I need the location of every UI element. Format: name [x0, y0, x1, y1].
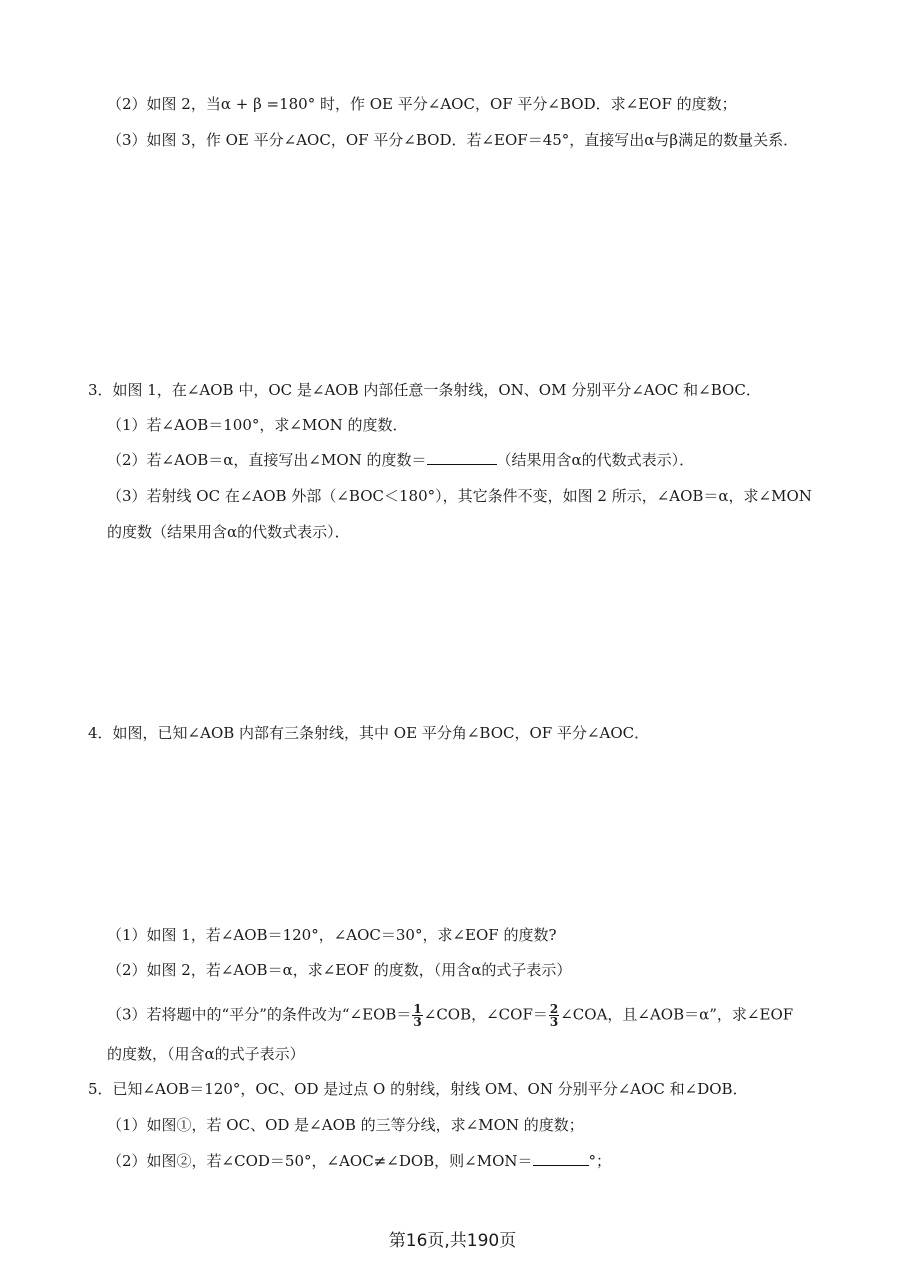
q4-part2: （2）如图 2，若∠AOB＝α，求∠EOF 的度数，（用含α的式子表示）: [107, 961, 572, 979]
q4-part3-text-a: （3）若将题中的“平分”的条件改为“∠EOB＝: [107, 1005, 412, 1024]
fraction-numerator: 2: [549, 1002, 559, 1016]
answer-blank: [533, 1151, 589, 1166]
fraction-one-third: [412, 1003, 422, 1028]
q3-part3-line1: （3）若射线 OC 在∠AOB 外部（∠BOC＜180°），其它条件不变，如图 2 所示，∠AOB＝α，求∠MON: [107, 487, 812, 505]
fraction-numerator: 1: [413, 1002, 422, 1016]
q3-stem: 3．如图 1，在∠AOB 中，OC 是∠AOB 内部任意一条射线，ON、OM 分别平分∠AOC 和∠BOC．: [88, 381, 761, 399]
answer-blank: [427, 450, 497, 465]
q5-part2-tail: °；: [588, 1152, 612, 1170]
fraction-denominator: 3: [413, 1015, 422, 1029]
q4-part3-text-c: ∠COA，且∠AOB＝α”，求∠EOF: [560, 1005, 794, 1024]
q5-part1: （1）如图①，若 OC、OD 是∠AOB 的三等分线，求∠MON 的度数；: [107, 1116, 584, 1134]
q3-part2-text: （2）若∠AOB＝α，直接写出∠MON 的度数＝: [107, 451, 427, 469]
fraction-two-thirds: [549, 1003, 559, 1028]
q3-part3-line2: 的度数（结果用含α的代数式表示）．: [107, 523, 350, 541]
q4-part3-line2: 的度数，（用含α的式子表示）: [107, 1045, 305, 1063]
q2-part2: （2）如图 2，当α + β =180° 时，作 OE 平分∠AOC，OF 平分∠BOD．求∠EOF 的度数；: [107, 95, 737, 113]
q4-part1: （1）如图 1，若∠AOB＝120°，∠AOC＝30°，求∠EOF 的度数?: [107, 926, 557, 944]
q5-stem: 5．已知∠AOB＝120°，OC、OD 是过点 O 的射线，射线 OM、ON 分别平分∠AOC 和∠DOB．: [88, 1080, 748, 1098]
q2-part3: （3）如图 3，作 OE 平分∠AOC，OF 平分∠BOD．若∠EOF＝45°，直接写出α与β满足的数量关系．: [107, 131, 799, 149]
q3-part1: （1）若∠AOB＝100°，求∠MON 的度数．: [107, 416, 408, 434]
fraction-denominator: 3: [549, 1015, 559, 1029]
q3-part2: [107, 450, 694, 470]
q4-stem: 4．如图，已知∠AOB 内部有三条射线，其中 OE 平分角∠BOC，OF 平分∠AOC．: [88, 724, 650, 742]
q5-part2: [107, 1151, 611, 1171]
q5-part2-text: （2）如图②，若∠COD＝50°，∠AOC≠∠DOB，则∠MON＝: [107, 1152, 533, 1170]
page-footer: 第16页,共190页: [388, 1231, 517, 1251]
q4-part3-line1: [107, 1003, 793, 1028]
q3-part2-tail: （结果用含α的代数式表示）．: [496, 451, 695, 469]
q4-part3-text-b: ∠COB，∠COF＝: [423, 1005, 548, 1024]
